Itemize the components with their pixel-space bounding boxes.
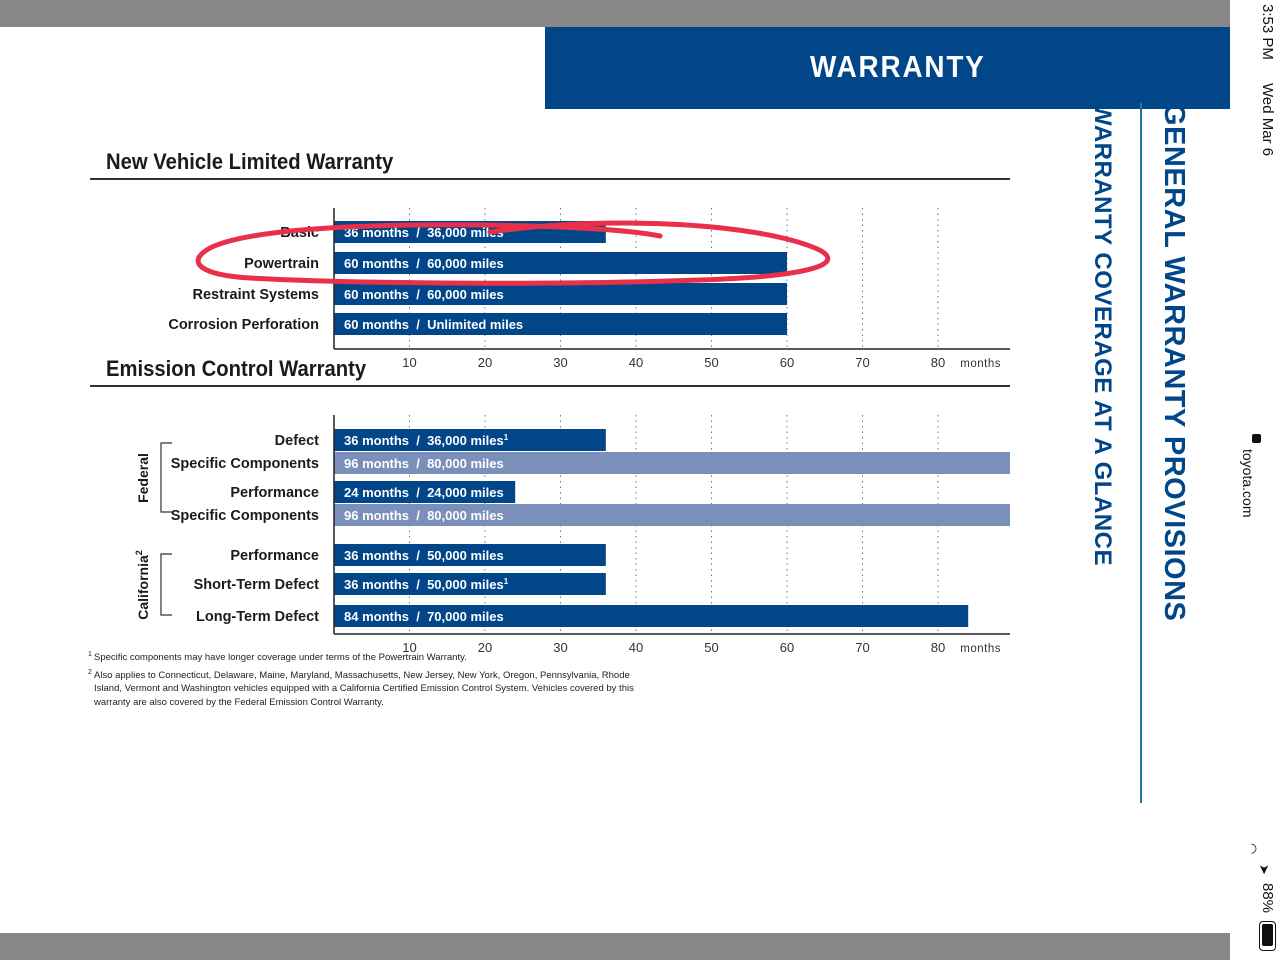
status-battery-percent: 88% <box>1259 883 1276 914</box>
tick-label-1-10: 10 <box>402 355 417 370</box>
bar-label-1-0: 36 months / 36,000 miles <box>344 225 504 240</box>
row-label-2-4: Performance <box>230 548 319 564</box>
tick-label-2-20: 20 <box>477 640 493 655</box>
tick-label-1-30: 30 <box>553 355 568 370</box>
row-label-1-2: Restraint Systems <box>192 287 319 303</box>
tick-label-2-40: 40 <box>628 640 644 655</box>
chart-title-new-vehicle: New Vehicle Limited Warranty <box>106 149 394 174</box>
wifi-icon: ◠ <box>1245 843 1260 855</box>
footnote-1-text: Specific components may have longer coverage under terms of the Powertrain Warranty. <box>94 652 467 663</box>
footnote-2-mark: 2 <box>88 668 92 676</box>
x-unit-label-1: months <box>960 358 1001 370</box>
bar-label-sup-2-5: 1 <box>503 577 509 586</box>
group-label-california: California$^2$ <box>134 550 151 620</box>
bar-label-1-2: 60 months / 60,000 miles <box>344 287 504 302</box>
tick-label-2-30: 30 <box>553 640 568 655</box>
tick-label-1-20: 20 <box>477 355 493 370</box>
tick-label-2-10: 10 <box>402 640 417 655</box>
row-label-2-2: Performance <box>230 485 319 501</box>
tick-label-1-80: 80 <box>930 355 946 370</box>
side-subtitle: WARRANTY COVERAGE AT A GLANCE <box>1089 103 1116 566</box>
bar-label-2-3: 96 months / 80,000 miles <box>344 508 504 523</box>
battery-icon <box>1259 921 1276 951</box>
location-arrow-icon: ➤ <box>1257 864 1272 875</box>
banner-title: WARRANTY <box>810 49 986 84</box>
annotation-stroke <box>198 223 828 283</box>
row-label-2-1: Specific Components <box>170 456 319 472</box>
row-label-1-1: Powertrain <box>244 256 319 272</box>
row-label-2-0: Defect <box>274 433 319 449</box>
status-time: 3:53 PM <box>1259 4 1276 60</box>
group-label-federal: Federal <box>135 453 151 503</box>
x-unit-label-2: months <box>960 643 1001 655</box>
bar-label-2-5: 36 months / 50,000 miles$^1$ <box>344 577 509 592</box>
bar-label-2-1: 96 months / 80,000 miles <box>344 456 504 471</box>
tick-label-2-80: 80 <box>930 640 946 655</box>
bar-label-sup-2-0: 1 <box>503 433 509 442</box>
bar-label-1-3: 60 months / Unlimited miles <box>344 317 524 332</box>
side-title: GENERAL WARRANTY PROVISIONS <box>1158 103 1190 622</box>
row-label-2-6: Long-Term Defect <box>196 609 319 625</box>
chart-title-emission: Emission Control Warranty <box>106 356 367 381</box>
group-label-california-sup: 2 <box>134 550 144 556</box>
tick-label-1-50: 50 <box>704 355 719 370</box>
tick-label-1-60: 60 <box>779 355 795 370</box>
tick-label-2-60: 60 <box>779 640 795 655</box>
bar-label-2-4: 36 months / 50,000 miles <box>344 548 504 563</box>
row-label-1-3: Corrosion Perforation <box>168 317 319 333</box>
lock-icon <box>1252 434 1261 443</box>
status-url[interactable]: toyota.com <box>1240 449 1256 518</box>
footnote-2-text: Also applies to Connecticut, Delaware, Maine, Maryland, Massachusetts, New Jersey, New York, Oregon, Pennsylvania, Rhode Island, Vermont and Washington vehicles equipped with a California Certified Emission Control System. Vehicles covered by this warranty are also covered by the Federal Emission Control Warranty. <box>94 669 634 708</box>
row-label-1-0: Basic <box>280 225 319 241</box>
bar-label-2-0: 36 months / 36,000 miles$^1$ <box>344 433 509 448</box>
tick-label-1-40: 40 <box>628 355 644 370</box>
row-label-2-3: Specific Components <box>170 508 319 524</box>
footnote-1-mark: 1 <box>88 651 92 658</box>
tick-label-1-70: 70 <box>855 355 870 370</box>
row-label-2-5: Short-Term Defect <box>193 577 319 593</box>
tick-label-2-70: 70 <box>855 640 870 655</box>
bar-label-1-1: 60 months / 60,000 miles <box>344 256 504 271</box>
tick-label-2-50: 50 <box>704 640 719 655</box>
status-date: Wed Mar 6 <box>1259 83 1276 157</box>
bar-label-2-6: 84 months / 70,000 miles <box>344 609 504 624</box>
bar-label-2-2: 24 months / 24,000 miles <box>344 485 504 500</box>
